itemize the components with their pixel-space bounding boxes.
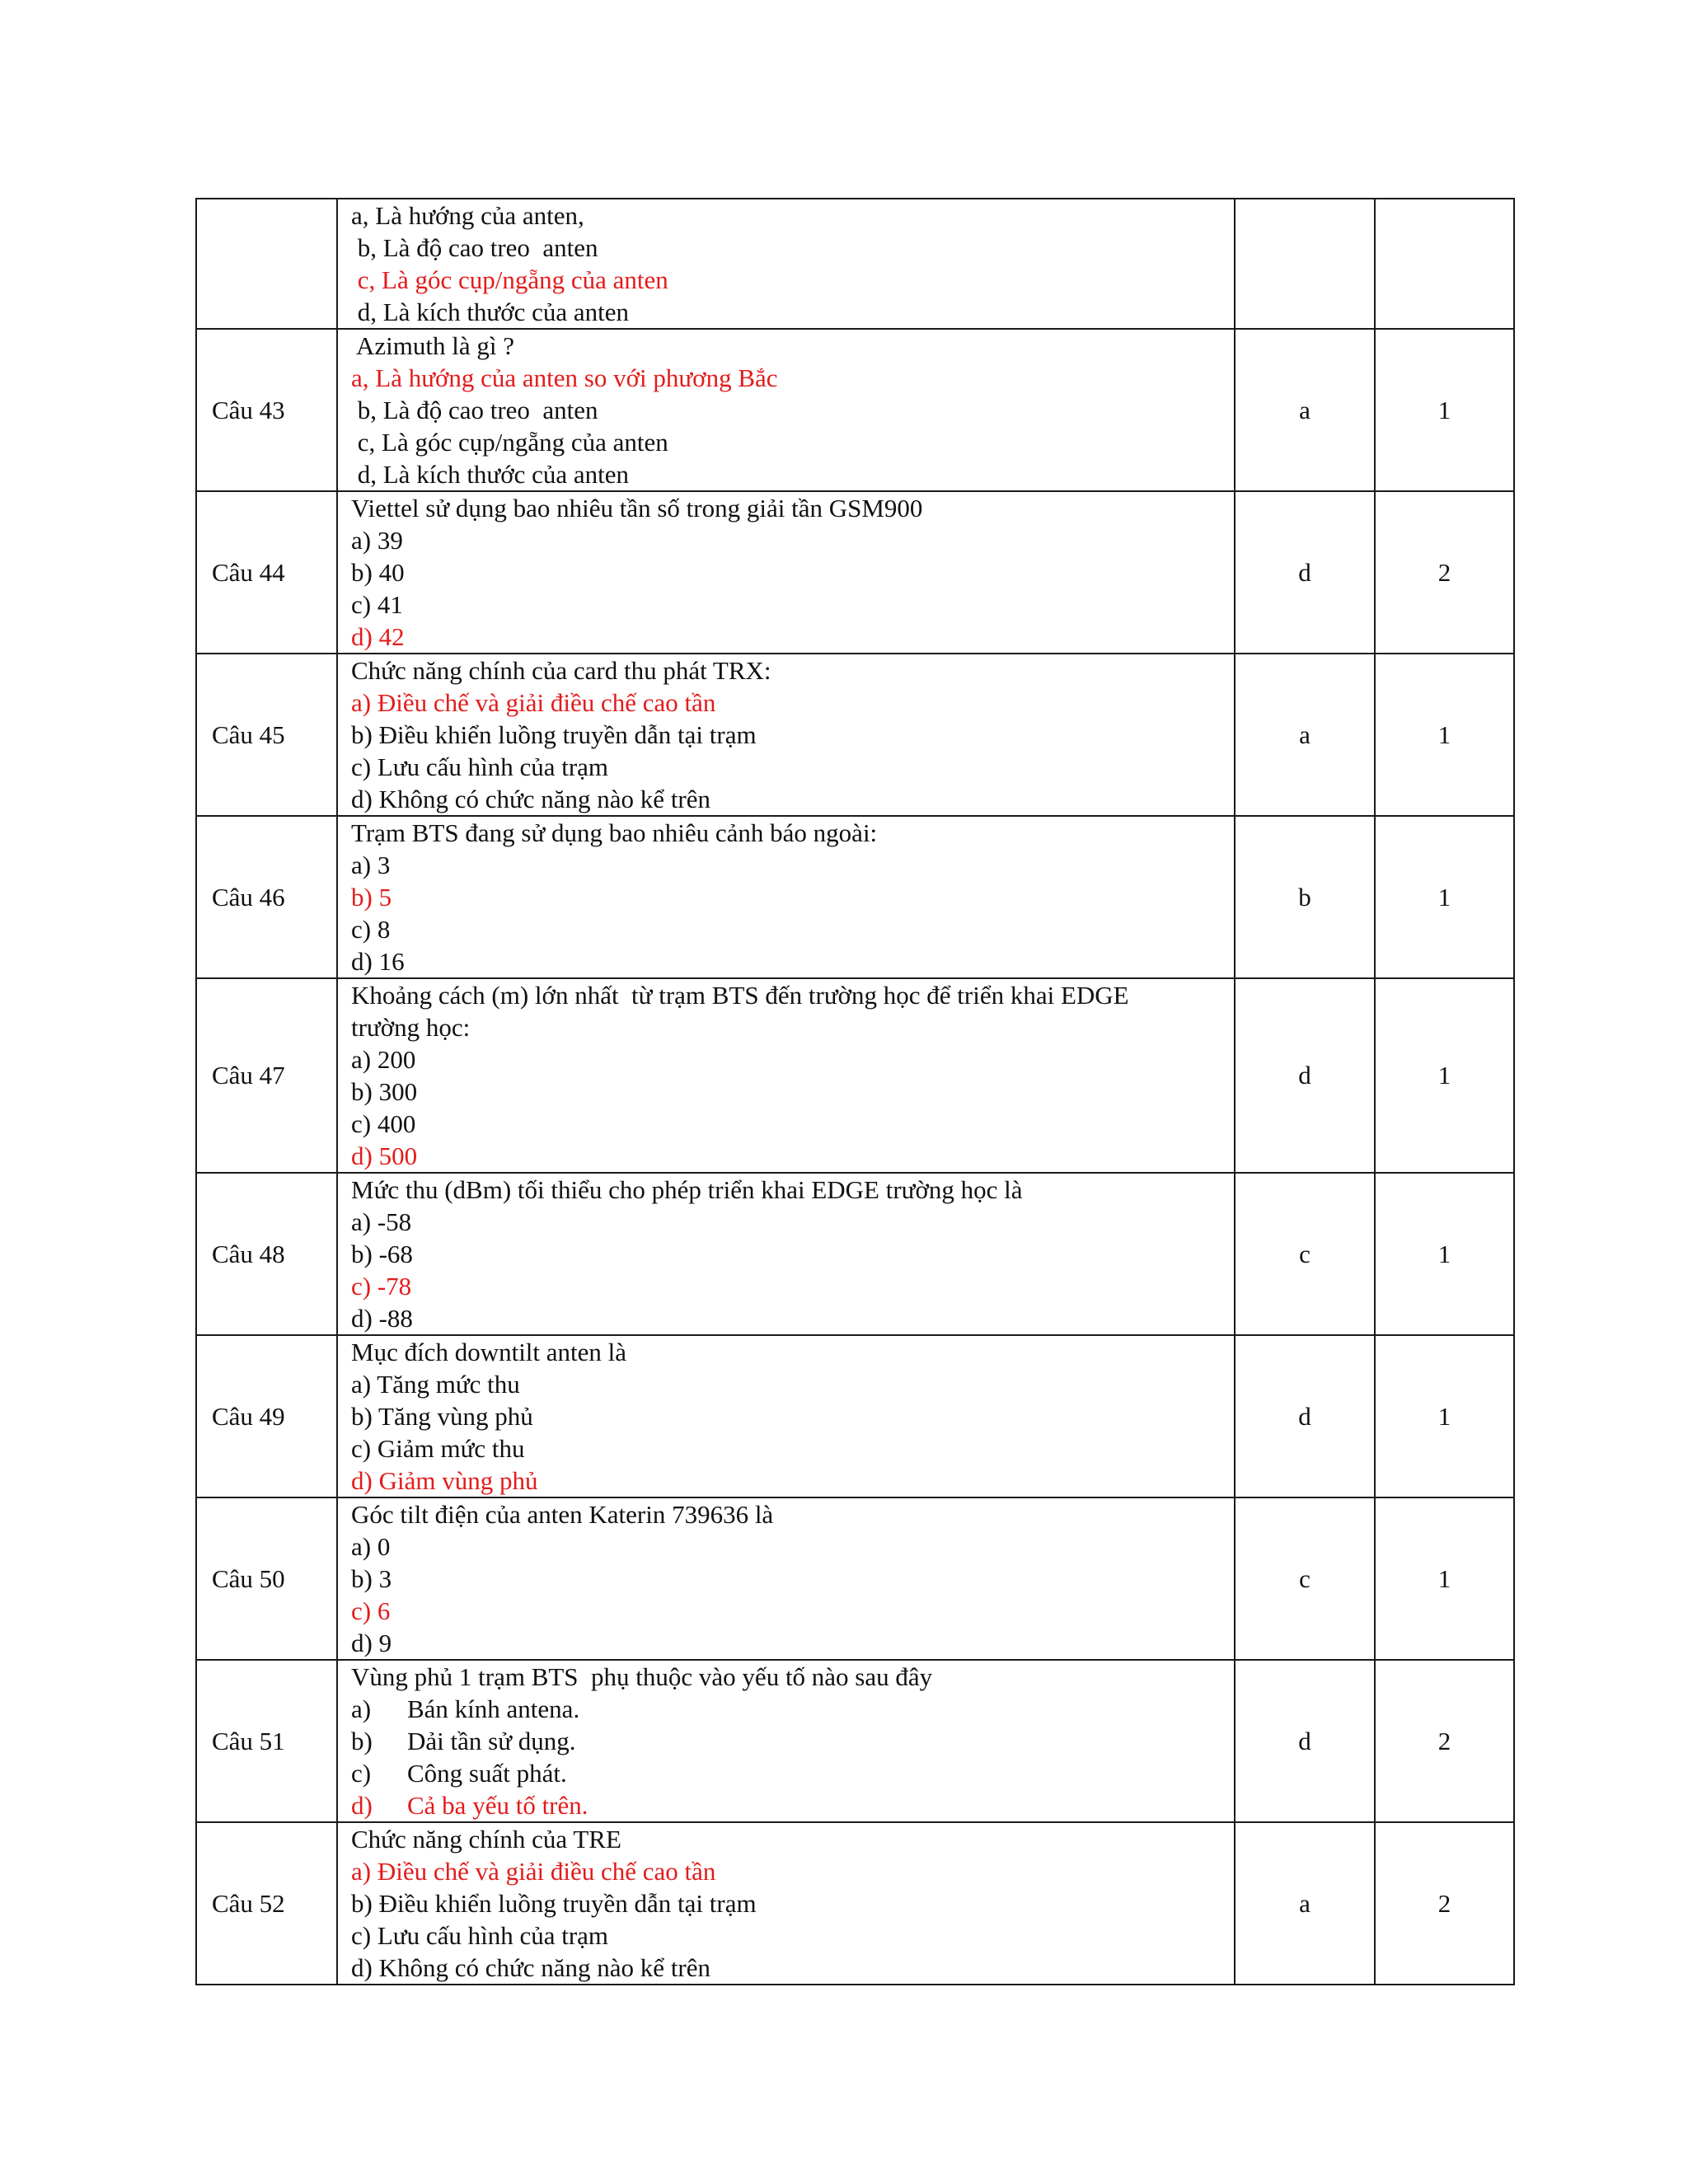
option-label: a) [351,1694,372,1723]
answer-option: a) Điều chế và giải điều chế cao tần [351,688,716,717]
question-points [1375,199,1514,329]
answer-option: d) -88 [351,1304,413,1333]
question-row [196,1173,1514,1335]
question-number: Câu 46 [196,816,337,978]
answer-option: d, Là kích thước của anten [351,298,630,326]
answer-option: b, Là độ cao treo anten [351,233,598,262]
answer-option: c) 6 [351,1596,391,1625]
question-line: Mức thu (dBm) tối thiểu cho phép triển khai EDGE trường học là [351,1175,1023,1204]
answer-option: b) 3 [351,1564,392,1593]
answer-option: c) 41 [351,590,403,619]
answer-option: c, Là góc cụp/ngẵng của anten [351,265,668,294]
question-points: 1 [1375,978,1514,1173]
answer-option: b) 300 [351,1077,418,1106]
question-points: 1 [1375,1173,1514,1335]
option-text: Dải tần sử dụng. [407,1727,576,1755]
answer-option: d) 16 [351,947,405,976]
question-content [337,491,1235,654]
answer-option: b) Điều khiển luồng truyền dẫn tại trạm [351,720,757,749]
answer-option: a) 39 [351,526,403,555]
answer-option: a) 0 [351,1532,391,1561]
answer-option [351,1757,1234,1789]
question-table-body [196,199,1514,1985]
option-text: Cả ba yếu tố trên. [407,1791,588,1820]
question-points: 2 [1375,1822,1514,1985]
answer-option: d) Không có chức năng nào kể trên [351,785,711,813]
question-points: 2 [1375,491,1514,654]
question-number: Câu 48 [196,1173,337,1335]
answer-option: b) -68 [351,1240,413,1268]
question-line: Vùng phủ 1 trạm BTS phụ thuộc vào yếu tố nào sau đây [351,1662,933,1691]
question-line: Chức năng chính của card thu phát TRX: [351,656,771,685]
question-content [337,654,1235,816]
answer-option: c) 400 [351,1109,416,1138]
question-row [196,199,1514,329]
answer-option [351,1725,1234,1757]
correct-answer: d [1235,978,1375,1173]
answer-option: d) 42 [351,622,405,651]
question-line: Trạm BTS đang sử dụng bao nhiêu cảnh báo ngoài: [351,818,878,847]
answer-option: d) Không có chức năng nào kể trên [351,1953,711,1982]
answer-option: a, Là hướng của anten so với phương Bắc [351,363,778,392]
answer-option: d, Là kích thước của anten [351,460,630,489]
question-number: Câu 49 [196,1335,337,1497]
question-line: a, Là hướng của anten, [351,201,584,230]
question-content [337,1660,1235,1822]
question-line: Viettel sử dụng bao nhiêu tần số trong giải tần GSM900 [351,494,923,523]
correct-answer: a [1235,1822,1375,1985]
question-points: 1 [1375,816,1514,978]
answer-option: a) -58 [351,1207,412,1236]
answer-option: c) Lưu cấu hình của trạm [351,1921,609,1950]
question-number: Câu 44 [196,491,337,654]
option-text: Bán kính antena. [407,1694,580,1723]
answer-option: b, Là độ cao treo anten [351,396,598,424]
answer-option: a) Điều chế và giải điều chế cao tần [351,1857,716,1886]
question-content [337,978,1235,1173]
question-content [337,329,1235,491]
question-content [337,1822,1235,1985]
answer-option: trường học: [351,1013,471,1042]
answer-option: a) 200 [351,1045,416,1074]
correct-answer: a [1235,654,1375,816]
question-row [196,978,1514,1173]
question-table [195,198,1515,1985]
answer-option: a) 3 [351,851,391,879]
option-label: b) [351,1727,373,1755]
answer-option: c) Giảm mức thu [351,1434,525,1463]
answer-option: b) 40 [351,558,405,587]
option-text: Công suất phát. [407,1759,567,1788]
question-line: Mục đích downtilt anten là [351,1338,627,1366]
question-line: Góc tilt điện của anten Katerin 739636 là [351,1500,774,1529]
correct-answer: d [1235,1660,1375,1822]
question-number: Câu 50 [196,1497,337,1660]
question-content [337,1335,1235,1497]
question-points: 1 [1375,1497,1514,1660]
question-content [337,816,1235,978]
question-line: Chức năng chính của TRE [351,1825,621,1854]
question-row [196,1660,1514,1822]
option-label: c) [351,1759,372,1788]
question-number: Câu 51 [196,1660,337,1822]
question-row [196,816,1514,978]
correct-answer: b [1235,816,1375,978]
question-line: Khoảng cách (m) lớn nhất từ trạm BTS đến trường học để triển khai EDGE [351,981,1129,1010]
question-points: 2 [1375,1660,1514,1822]
question-row [196,1335,1514,1497]
question-number: Câu 47 [196,978,337,1173]
answer-option: d) Giảm vùng phủ [351,1466,538,1495]
question-number: Câu 52 [196,1822,337,1985]
answer-option: b) Điều khiển luồng truyền dẫn tại trạm [351,1889,757,1918]
correct-answer: c [1235,1173,1375,1335]
answer-option: c) Lưu cấu hình của trạm [351,752,609,781]
correct-answer: c [1235,1497,1375,1660]
question-points: 1 [1375,329,1514,491]
correct-answer: d [1235,491,1375,654]
question-row [196,654,1514,816]
answer-option: c) 8 [351,915,391,944]
question-content [337,1173,1235,1335]
question-number: Câu 45 [196,654,337,816]
answer-option: d) 9 [351,1629,392,1657]
question-row [196,329,1514,491]
answer-option: b) 5 [351,883,392,912]
question-points: 1 [1375,654,1514,816]
question-row [196,1497,1514,1660]
answer-option: a) Tăng mức thu [351,1370,520,1399]
question-content [337,199,1235,329]
correct-answer [1235,199,1375,329]
question-number: Câu 43 [196,329,337,491]
question-line: Azimuth là gì ? [351,331,515,360]
answer-option [351,1789,1234,1821]
answer-option: c, Là góc cụp/ngẵng của anten [351,428,668,457]
option-label: d) [351,1791,373,1820]
correct-answer: d [1235,1335,1375,1497]
answer-option: d) 500 [351,1141,418,1170]
question-number [196,199,337,329]
question-row [196,491,1514,654]
answer-option: b) Tăng vùng phủ [351,1402,533,1431]
question-row [196,1822,1514,1985]
correct-answer: a [1235,329,1375,491]
answer-option [351,1693,1234,1725]
answer-option: c) -78 [351,1272,412,1301]
question-content [337,1497,1235,1660]
question-points: 1 [1375,1335,1514,1497]
